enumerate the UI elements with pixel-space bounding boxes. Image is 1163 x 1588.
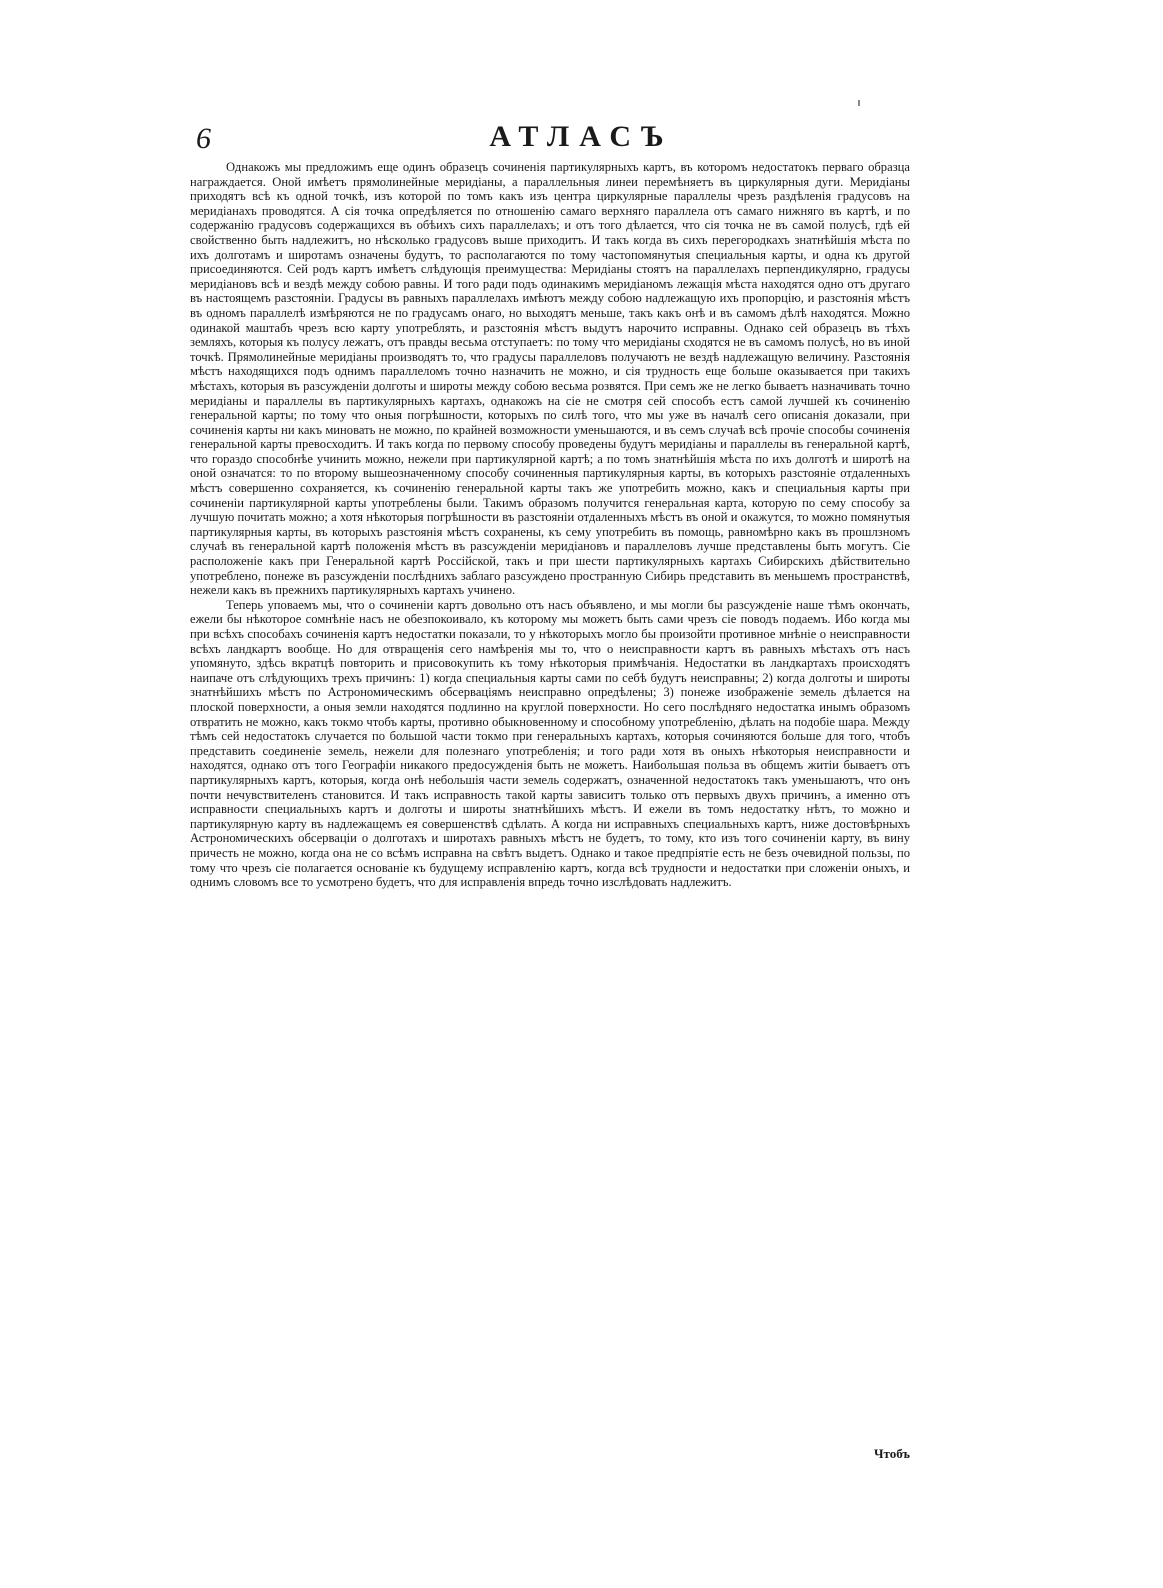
paragraph: Однакожъ мы предложимъ еще одинъ образецъ сочиненія партикулярныхъ картъ, въ которомъ недостатокъ перваго образца награждается. Оной имѣетъ прямолинейные меридіаны, а параллельныя линеи перемѣняетъ въ циркулярныя дуги. Меридіаны приходятъ всѣ къ одной точкѣ, изъ которой по томъ какъ изъ центра циркулярные параллелы чрезъ раздѣленія градусовъ на меридіанахъ проводятся. А сія точка опредѣляется по отношенію самаго верхняго параллела отъ самаго нижняго въ картѣ, и по содержанію градусовъ содержащихся въ обѣихъ сихъ параллелахъ; и отъ того дѣлается, что сія точка не въ самой полусѣ, гдѣ ей свойственно быть надлежитъ, но нѣсколько градусовъ выше приходитъ. И такъ когда въ сихъ перегородкахъ знатнѣйшія мѣста по ихъ долготамъ и широтамъ означены будутъ, то располагаются по тому частопомянутыя специальныя карты, и одна къ другой присоединяются. Сей родъ картъ имѣетъ слѣдующія преимущества: Меридіаны стоятъ на параллелахъ перпендикулярно, градусы меридіановъ всѣ и вездѣ между собою равны. И того ради подъ одинакимъ меридіаномъ лежащія мѣста находятся одно отъ другаго въ настоящемъ разстояніи. Градусы въ равныхъ параллелахъ имѣютъ между собою надлежащую ихъ пропорцію, и разстоянія мѣстъ въ одномъ параллелѣ измѣряются не по градусамъ онаго, но выходятъ меньше, такъ какъ онѣ и въ самомъ дѣлѣ находятся. Можно одинакой маштабъ чрезъ всю карту употреблять, и разстоянія мѣстъ выдутъ нарочито исправны. Однако сей образецъ въ тѣхъ земляхъ, которыя къ полусу лежатъ, отъ правды весьма отступаетъ: по тому что меридіаны сходятся не въ самомъ полусѣ, но въ иной точкѣ. Прямолинейные меридіаны производятъ то, что градусы параллеловъ получаютъ не вездѣ надлежащую величину. Разстоянія мѣстъ находящихся подъ однимъ параллеломъ точно назначить не можно, и сія трудность еще больше оказывается при такихъ мѣстахъ, которыя въ разсужденіи долготы и широты между собою весьма розвятся. При семъ же не легко бываетъ назначивать точно меридіаны и параллелы въ партикулярныхъ картахъ, однакожъ на сіе не смотря сей способъ естъ самой лучшей къ сочиненію генеральной карты; по тому что оныя погрѣшности, которыхъ по силѣ того, что мы уже въ началѣ сего описанія доказали, при сочиненія карты ни какъ миновать не можно, по крайней возможности уменьшаются, и въ семъ случаѣ всѣ прочіе способы сочиненія генеральной карты превосходитъ. И такъ когда по первому способу проведены будутъ меридіаны и параллелы въ генеральной картѣ, что гораздо способнѣе учинить можно, нежели при партикулярной картѣ; а по томъ знатнѣйшія мѣста по ихъ долготѣ и широтѣ на оной означатся: то по второму вышеозначенному способу сочиненныя партикулярныя карты, въ которыхъ разстояніе отдаленныхъ мѣстъ совершенно сохраняется, къ сочиненію генеральной карты такъ же употребить можно, какъ и специальныя карты при сочиненіи партикулярной карты употреблены были. Такимъ образомъ получится генеральная карта, которую по сему способу за лучшую почитать можно; а хотя нѣкоторыя погрѣшности въ разстояніи отдаленныхъ мѣстъ въ оной и окажутся, то можно помянутыя партикулярныя карты, въ которыхъ разстоянія мѣстъ сохранены, къ сему употребить въ помощь, равномѣрно какъ въ прошлзномъ случаѣ въ генеральной картѣ положенія мѣстъ въ разсужденіи меридіановъ и параллеловъ лучше представлены быть могутъ. Сіе расположеніе какъ при Генеральной картѣ Россійской, такъ и при шести партикулярныхъ картахъ Сибирскихъ дѣйствительно употреблено, понеже въ разсужденіи послѣднихъ заблаго разсуждено пространную Сибирь представить въ меньшемъ пространствѣ, нежели какъ въ прежнихъ партикулярныхъ картахъ учинено. (190, 160, 910, 598)
catchword: Чтобъ (873, 1446, 910, 1461)
paragraph: Теперь уповаемъ мы, что о сочиненіи картъ довольно отъ насъ объявлено, и мы могли бы разсужденіе наше тѣмъ окончать, ежели бы нѣкоторое сомнѣніе насъ не обезпокоивало, къ которому мы можетъ быть сами чрезъ сіе поводъ подаемъ. Ибо когда мы при всѣхъ способахъ сочиненія картъ недостатки показали, то у нѣкоторыхъ могло бы произойти противное мнѣніе о неисправности всѣхъ ландкартъ вообще. Но для отвращенія сего намѣренія мы то, что о неисправности картъ въ равныхъ мѣстахъ отъ насъ упомянуто, здѣсь вкратцѣ повторить и присовокупить къ тому нѣкоторыя примѣчанія. Недостатки въ ландкартахъ происходятъ наипаче отъ слѣдующихъ трехъ причинъ: 1) когда специальныя карты сами по себѣ будутъ неисправны; 2) когда долготы и широты знатнѣйшихъ мѣстъ по Астрономическимъ обсерваціямъ неисправно опредѣлены; 3) понеже изображеніе земель дѣлается на плоской поверхности, а оныя земли находятся подлинно на круглой поверхности. Но сего послѣдняго недостатка инымъ образомъ отвратить не можно, какъ токмо чтобъ карты, противно обыкновенному и способному употребленію, дѣлать на подобіе шара. Между тѣмъ сей недостатокъ случается по большой части токмо при генеральныхъ картахъ, которыя сочиняются больше для того, чтобъ представить соединеніе земель, нежели для полезнаго употребленія; и того ради хотя въ оныхъ нѣкоторыя неисправности и находятся, однако отъ того Географіи никакого предосужденія быть не можетъ. Наибольшая польза въ общемъ житіи бываетъ отъ партикулярныхъ картъ, которыя, когда онѣ небольшія части земель содержатъ, означенной недостатокъ такъ уменьшаютъ, что онъ почти нечувствителенъ становится. И такъ исправность такой карты зависитъ только отъ первыхъ двухъ причинъ, а именно отъ исправности специальныхъ картъ и долготы и широты знатнѣйшихъ мѣстъ. И ежели въ томъ недостатку нѣтъ, то можно и партикулярную карту въ надлежащемъ ея совершенствѣ сдѣлать. А когда ни исправныхъ специальныхъ картъ, ниже достовѣрныхъ Астрономическихъ обсерваціи о долготахъ и широтахъ равныхъ мѣстъ не будетъ, то тому, кто изъ того сочиненіи карту, въ вину причесть не можно, когда она не со всѣмъ исправна на свѣтъ выдетъ. Однако и такое предпріятіе есть не безъ очевидной пользы, по тому что чрезъ сіе полагается основаніе къ будущему исправленію картъ, когда всѣ трудности и недостатки при сложеніи оныхъ, и однимъ словомъ все то усмотрено будетъ, что для исправленія впредь точно изслѣдовать надлежитъ. (190, 597, 910, 890)
body-text (190, 160, 910, 890)
print-speck (858, 100, 860, 106)
running-head: АТЛАСЪ (489, 120, 674, 153)
page-number: 6 (196, 122, 211, 155)
